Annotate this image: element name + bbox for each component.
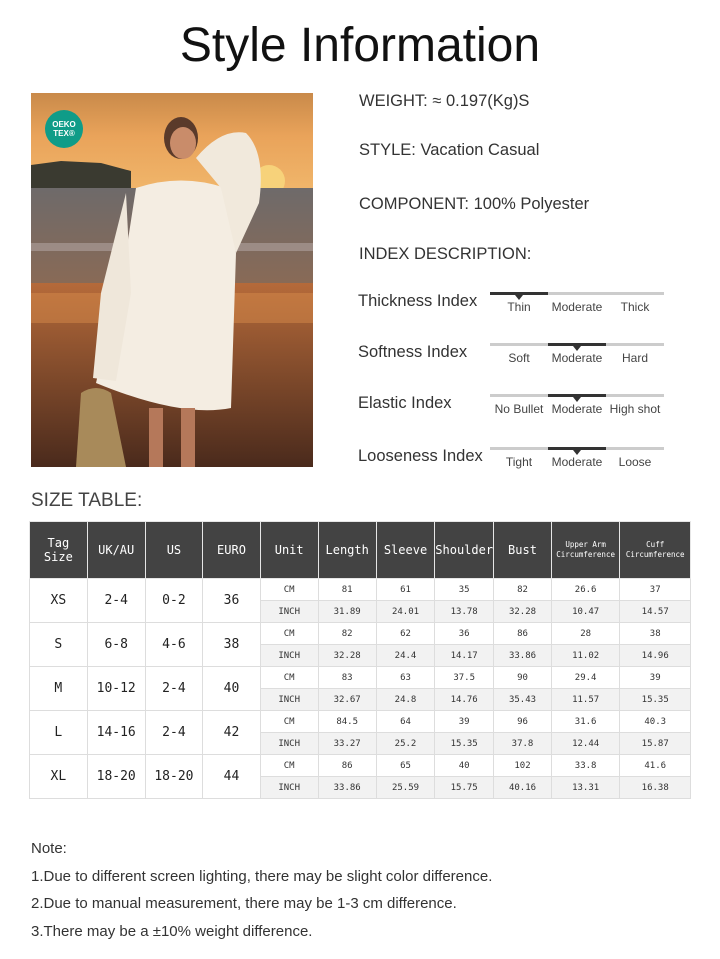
table-cell-cm: 37.5	[435, 667, 494, 689]
table-cell-euro: 36	[203, 579, 261, 623]
style-info: STYLE: Vacation Casual	[359, 141, 540, 159]
note-item: 1.Due to different screen lighting, there may be slight color difference.	[31, 867, 493, 885]
table-cell-cm: 33.8	[551, 755, 620, 777]
table-cell-inch: 32.28	[494, 601, 552, 623]
table-row	[30, 579, 691, 601]
table-cell-inch: 32.28	[318, 645, 376, 667]
table-cell-inch: 24.4	[376, 645, 434, 667]
table-cell-cm: CM	[260, 667, 318, 689]
table-cell-cm: 61	[376, 579, 434, 601]
table-row	[30, 755, 691, 777]
scale-option: Moderate	[551, 351, 603, 365]
index-description-heading: INDEX DESCRIPTION:	[359, 245, 532, 263]
table-cell-cm: 38	[620, 623, 691, 645]
scale-option: Thick	[620, 300, 650, 314]
scale-option: Moderate	[551, 455, 603, 469]
notes-heading: Note:	[31, 840, 67, 857]
table-cell-inch: INCH	[260, 733, 318, 755]
table-cell-inch: 25.2	[376, 733, 434, 755]
table-row	[30, 667, 691, 689]
table-cell-cm: 86	[494, 623, 552, 645]
index-label: Elastic Index	[358, 394, 452, 412]
table-cell-inch: 32.67	[318, 689, 376, 711]
table-cell-uk: 6-8	[87, 623, 145, 667]
table-cell-uk: 2-4	[87, 579, 145, 623]
table-cell-inch: 15.35	[435, 733, 494, 755]
index-scale	[490, 447, 664, 473]
column-header: Bust	[494, 522, 552, 579]
column-header: Sleeve	[376, 522, 434, 579]
table-cell-inch: 15.75	[435, 777, 494, 799]
column-header: Upper Arm Circumference	[551, 522, 620, 579]
scale-option: Loose	[618, 455, 652, 469]
table-cell-inch: 40.16	[494, 777, 552, 799]
table-cell-tag: S	[30, 623, 88, 667]
index-label: Looseness Index	[358, 447, 483, 465]
index-label: Thickness Index	[358, 292, 478, 310]
scale-option: Thin	[507, 300, 531, 314]
index-scale	[490, 343, 664, 369]
table-cell-inch: 15.87	[620, 733, 691, 755]
table-cell-cm: 64	[376, 711, 434, 733]
table-cell-tag: XS	[30, 579, 88, 623]
table-cell-inch: 25.59	[376, 777, 434, 799]
table-cell-cm: 83	[318, 667, 376, 689]
index-scale	[490, 292, 664, 318]
scale-option: Soft	[508, 351, 530, 365]
table-cell-euro: 40	[203, 667, 261, 711]
table-cell-inch: 35.43	[494, 689, 552, 711]
table-cell-uk: 18-20	[87, 755, 145, 799]
table-cell-tag: M	[30, 667, 88, 711]
scale-option: High shot	[609, 402, 661, 416]
table-cell-cm: 81	[318, 579, 376, 601]
table-cell-uk: 14-16	[87, 711, 145, 755]
table-cell-inch: 13.31	[551, 777, 620, 799]
table-cell-inch: INCH	[260, 645, 318, 667]
table-cell-cm: 36	[435, 623, 494, 645]
table-cell-cm: 82	[494, 579, 552, 601]
table-cell-inch: 14.76	[435, 689, 494, 711]
column-header: Unit	[260, 522, 318, 579]
product-photo	[31, 93, 313, 467]
component-info: COMPONENT: 100% Polyester	[359, 195, 590, 213]
table-cell-inch: 14.96	[620, 645, 691, 667]
table-cell-cm: CM	[260, 755, 318, 777]
table-cell-cm: CM	[260, 711, 318, 733]
table-cell-inch: 24.8	[376, 689, 434, 711]
table-cell-us: 2-4	[145, 711, 202, 755]
table-cell-cm: 39	[435, 711, 494, 733]
table-cell-euro: 44	[203, 755, 261, 799]
table-cell-cm: 29.4	[551, 667, 620, 689]
table-cell-cm: 82	[318, 623, 376, 645]
table-cell-cm: 40.3	[620, 711, 691, 733]
table-cell-inch: 10.47	[551, 601, 620, 623]
table-cell-inch: 37.8	[494, 733, 552, 755]
scale-option: Moderate	[551, 402, 603, 416]
table-cell-inch: 33.27	[318, 733, 376, 755]
table-cell-inch: INCH	[260, 777, 318, 799]
note-item: 3.There may be a ±10% weight difference.	[31, 922, 313, 940]
table-cell-us: 4-6	[145, 623, 202, 667]
table-cell-inch: 16.38	[620, 777, 691, 799]
page-title: Style Information	[179, 19, 541, 72]
column-header: UK/AU	[87, 522, 145, 579]
scale-option: No Bullet	[494, 402, 544, 416]
table-cell-cm: 41.6	[620, 755, 691, 777]
weight-info: WEIGHT: ≈ 0.197(Kg)S	[359, 92, 530, 110]
table-cell-cm: 63	[376, 667, 434, 689]
column-header: Shoulder	[435, 522, 494, 579]
table-cell-cm: 31.6	[551, 711, 620, 733]
table-cell-cm: 96	[494, 711, 552, 733]
table-cell-inch: INCH	[260, 689, 318, 711]
table-cell-cm: 84.5	[318, 711, 376, 733]
table-cell-us: 2-4	[145, 667, 202, 711]
table-cell-inch: 15.35	[620, 689, 691, 711]
table-cell-inch: 14.17	[435, 645, 494, 667]
table-cell-cm: 65	[376, 755, 434, 777]
column-header: US	[145, 522, 202, 579]
table-cell-us: 0-2	[145, 579, 202, 623]
table-cell-cm: 39	[620, 667, 691, 689]
table-row	[30, 711, 691, 733]
table-cell-inch: 12.44	[551, 733, 620, 755]
table-cell-cm: 90	[494, 667, 552, 689]
table-cell-inch: 11.57	[551, 689, 620, 711]
size-table-title: SIZE TABLE:	[31, 490, 143, 511]
index-scale	[490, 394, 664, 420]
table-cell-cm: 86	[318, 755, 376, 777]
table-cell-inch: 33.86	[494, 645, 552, 667]
table-cell-inch: 33.86	[318, 777, 376, 799]
table-cell-euro: 42	[203, 711, 261, 755]
column-header: Tag Size	[30, 522, 88, 579]
table-cell-cm: CM	[260, 579, 318, 601]
table-cell-cm: 37	[620, 579, 691, 601]
note-item: 2.Due to manual measurement, there may be 1-3 cm difference.	[31, 895, 457, 912]
table-cell-uk: 10-12	[87, 667, 145, 711]
size-table	[29, 521, 691, 799]
oeko-tex-badge: OEKO TEX®	[45, 110, 83, 148]
table-cell-inch: 24.01	[376, 601, 434, 623]
column-header: EURO	[203, 522, 261, 579]
column-header: Cuff Circumference	[620, 522, 691, 579]
table-cell-tag: XL	[30, 755, 88, 799]
table-row	[30, 623, 691, 645]
column-header: Length	[318, 522, 376, 579]
table-cell-cm: 62	[376, 623, 434, 645]
table-cell-euro: 38	[203, 623, 261, 667]
table-cell-inch: 13.78	[435, 601, 494, 623]
table-cell-cm: 40	[435, 755, 494, 777]
table-cell-inch: 14.57	[620, 601, 691, 623]
notes	[31, 835, 492, 945]
table-cell-cm: 35	[435, 579, 494, 601]
table-cell-cm: 102	[494, 755, 552, 777]
table-cell-tag: L	[30, 711, 88, 755]
scale-option: Tight	[505, 455, 533, 469]
table-cell-cm: CM	[260, 623, 318, 645]
scale-option: Moderate	[551, 300, 603, 314]
table-cell-inch: INCH	[260, 601, 318, 623]
table-cell-inch: 11.02	[551, 645, 620, 667]
scale-option: Hard	[621, 351, 648, 365]
table-cell-cm: 26.6	[551, 579, 620, 601]
table-cell-us: 18-20	[145, 755, 202, 799]
index-label: Softness Index	[358, 343, 468, 361]
table-cell-inch: 31.89	[318, 601, 376, 623]
table-cell-cm: 28	[551, 623, 620, 645]
